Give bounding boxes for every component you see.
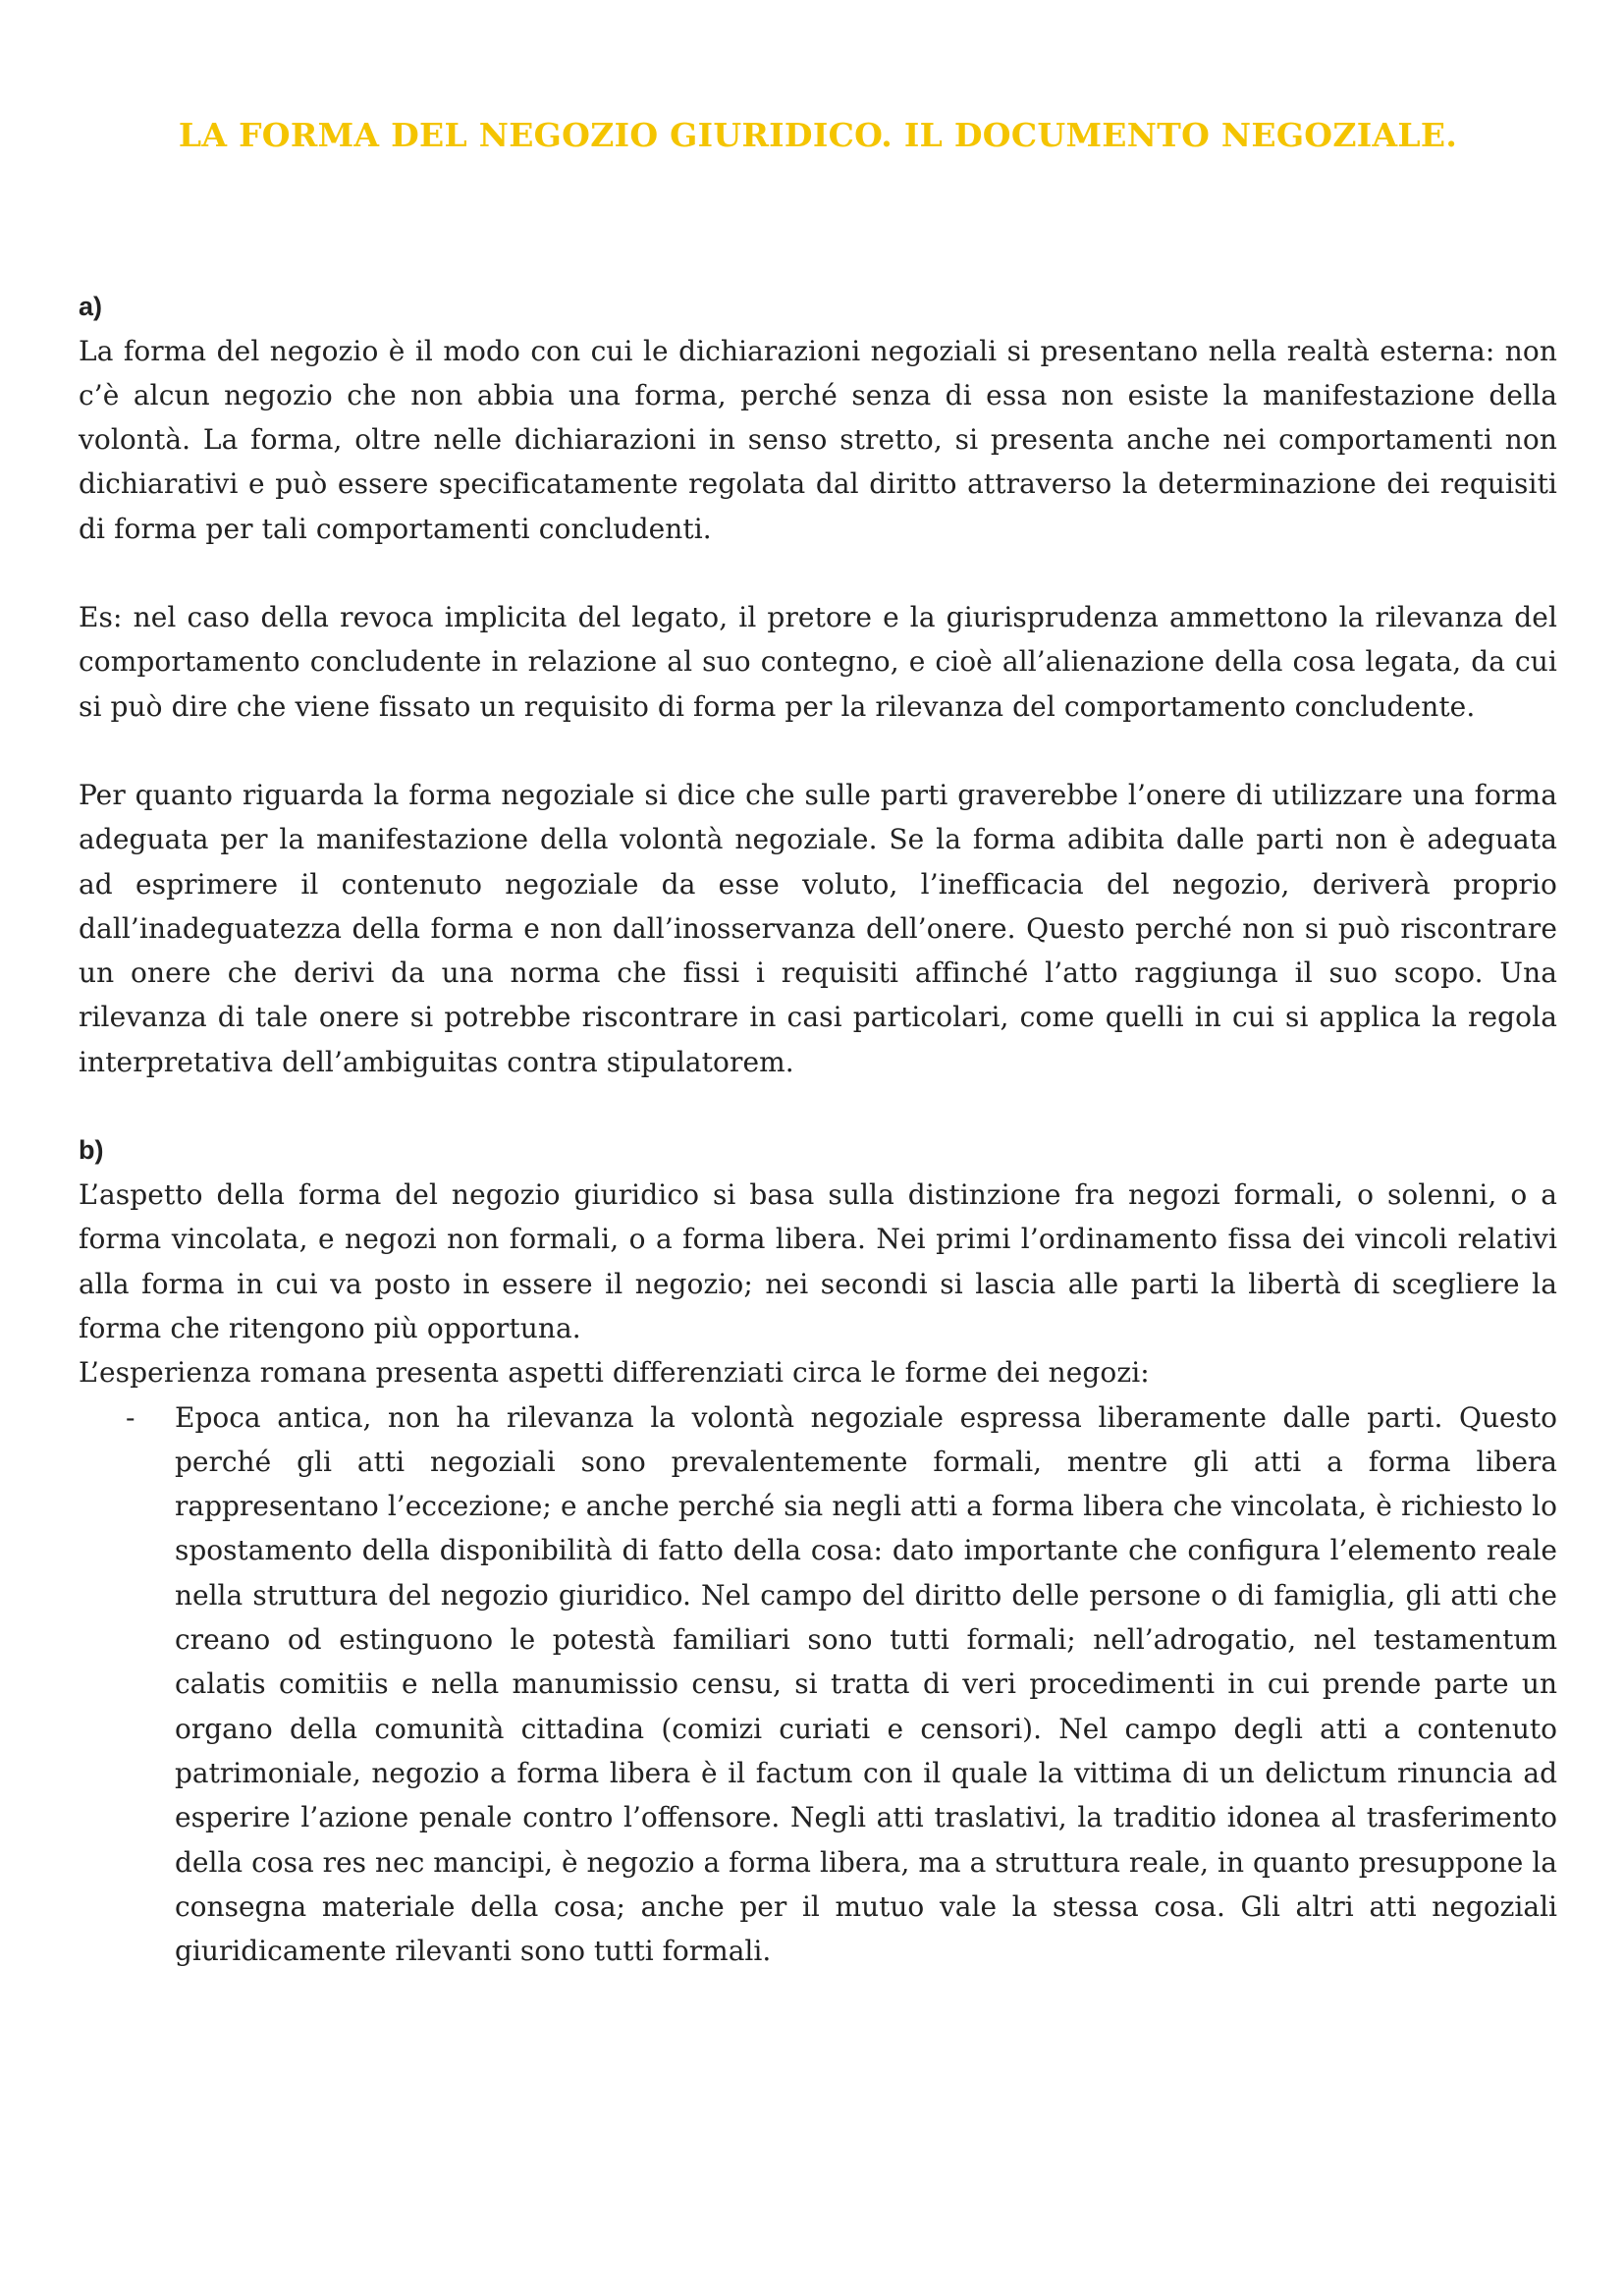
- list-item: [79, 1395, 1557, 1974]
- paragraph-spacer: [79, 551, 1557, 595]
- section-a-paragraph-1: La forma del negozio è il modo con cui le dichiarazioni negoziali si presentano nella realtà esterna: non c’è alcun negozio che non abbia una forma, perché senza di essa non esiste la manifestazione della volontà. La forma, oltre nelle dichiarazioni in senso stretto, si presenta anche nei comportamenti non dichiarativi e può essere specificatamente regolata dal diritto attraverso la determinazione dei requisiti di forma per tali comportamenti concludenti.: [79, 334, 1557, 545]
- bullet-marker: -: [126, 1400, 135, 1434]
- document-title: LA FORMA DEL NEGOZIO GIURIDICO. IL DOCUMENTO NEGOZIALE.: [178, 116, 1458, 154]
- section-b-paragraph-2: L’esperienza romana presenta aspetti differenziati circa le forme dei negozi:: [79, 1356, 1150, 1390]
- paragraph-spacer: [79, 729, 1557, 773]
- section-b-label: b): [79, 1135, 104, 1166]
- section-spacer: [79, 1084, 1557, 1128]
- section-b-paragraph-1: L’aspetto della forma del negozio giuridico si basa sulla distinzione fra negozi formali, o solenni, o a forma vincolata, e negozi non formali, o a forma libera. Nei primi l’ordinamento fissa dei vincoli relativi alla forma in cui va posto in essere il negozio; nei secondi si lascia alle parti la libertà di scegliere la forma che ritengono più opportuna.: [79, 1178, 1557, 1344]
- section-a-paragraph-2: Es: nel caso della revoca implicita del legato, il pretore e la giurisprudenza ammettono la rilevanza del comportamento concludente in relazione al suo contegno, e cioè all’alienazione della cosa legata, da cui si può dire che viene fissato un requisito di forma per la rilevanza del comportamento concludente.: [79, 601, 1557, 723]
- list-item-text: Epoca antica, non ha rilevanza la volontà negoziale espressa liberamente dalle parti. Questo perché gli atti negoziali sono prevalentemente formali, mentre gli atti a forma libera rappresentano l’eccezione; e anche perché sia negli atti a forma libera che vincolata, è richiesto lo spostamento della disponibilità di fatto della cosa: dato importante che configura l’elemento reale nella struttura del negozio giuridico. Nel campo del diritto delle persone o di famiglia, gli atti che creano od estinguono le potestà familiari sono tutti formali; nell’adrogatio, nel testamentum calatis comitiis e nella manumissio censu, si tratta di veri procedimenti in cui prende parte un organo della comunità cittadina (comizi curiati e censori). Nel campo degli atti a contenuto patrimoniale, negozio a forma libera è il factum con il quale la vittima di un delictum rinuncia ad esperire l’azione penale contro l’offensore. Negli atti traslativi, la traditio idonea al trasferimento della cosa res nec mancipi, è negozio a forma libera, ma a struttura reale, in quanto presuppone la consegna materiale della cosa; anche per il mutuo vale la stessa cosa. Gli altri atti negoziali giuridicamente rilevanti sono tutti formali.: [175, 1400, 1557, 1968]
- section-a: [79, 285, 1557, 1084]
- section-a-label: a): [79, 291, 103, 321]
- section-b: [79, 1128, 1557, 1973]
- section-b-bullet-list: [79, 1395, 1557, 1974]
- section-a-paragraph-3: Per quanto riguarda la forma negoziale si dice che sulle parti graverebbe l’onere di utilizzare una forma adeguata per la manifestazione della volontà negoziale. Se la forma adibita dalle parti non è adeguata ad esprimere il contenuto negoziale da esse voluto, l’inefficacia del negozio, deriverà proprio dall’inadeguatezza della forma e non dall’inosservanza dell’onere. Questo perché non si può riscontrare un onere che derivi da una norma che fissi i requisiti affinché l’atto raggiunga il suo scopo. Una rilevanza di tale onere si potrebbe riscontrare in casi particolari, come quelli in cui si applica la regola interpretativa dell’ambiguitas contra stipulatorem.: [79, 778, 1557, 1078]
